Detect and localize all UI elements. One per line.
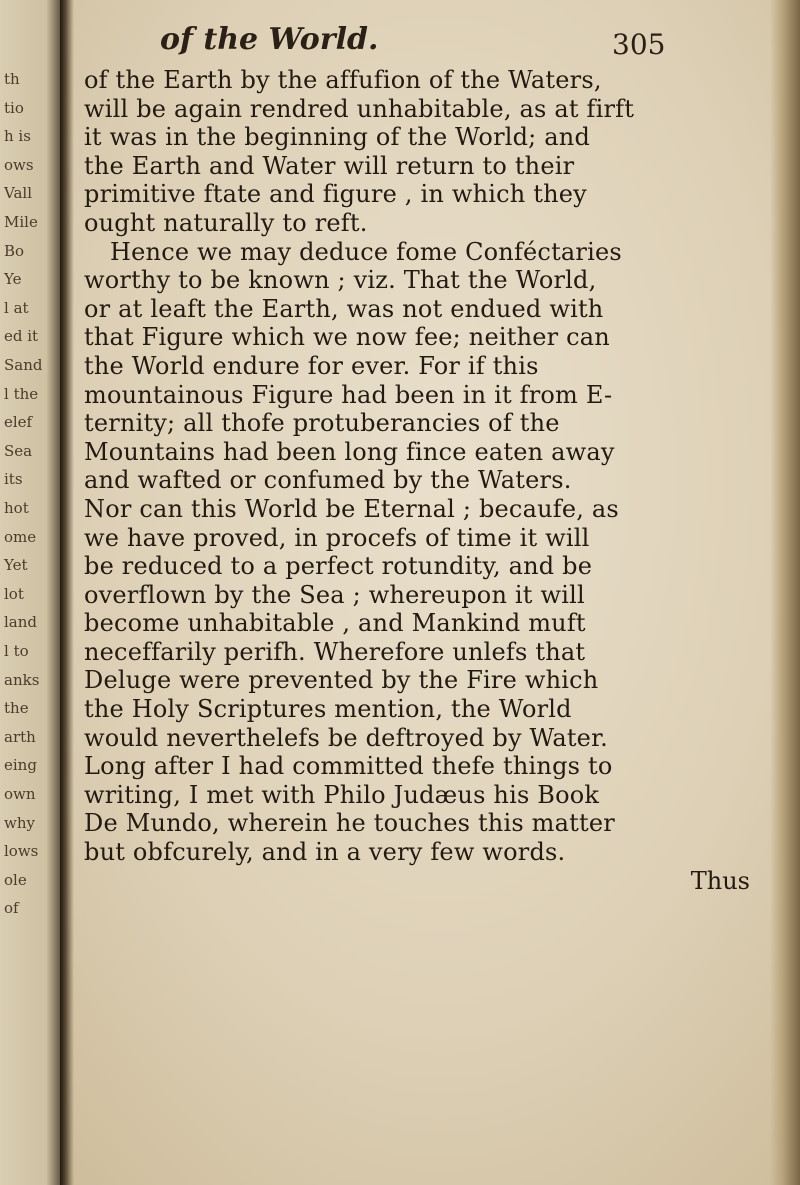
previous-page-fragment: ed it	[4, 327, 39, 346]
previous-page-fragment: ome	[4, 527, 37, 546]
previous-page-fragment: lows	[4, 842, 39, 861]
text-line: we have proved, in procefs of time it will	[84, 523, 590, 552]
previous-page-fragment: Sand	[4, 356, 43, 374]
previous-page-fragment: the	[4, 699, 29, 718]
previous-page-strip	[0, 0, 66, 1185]
previous-page-fragment: eing	[4, 756, 37, 775]
text-line: of the Earth by the affufion of the Waters,	[84, 66, 602, 94]
text-line: will be again rendred unhabitable, as at firft	[84, 94, 635, 123]
previous-page-fragment: ole	[4, 870, 27, 889]
previous-page-fragment: h is	[4, 127, 31, 146]
previous-page-fragment: Ye	[4, 270, 22, 289]
previous-page-fragment: Yet	[4, 556, 28, 575]
text-line: Hence we may deduce fome Conféctaries	[110, 237, 622, 266]
previous-page-fragment: Vall	[4, 184, 32, 203]
previous-page-fragment: hot	[4, 499, 29, 517]
previous-page-fragment: l at	[4, 298, 29, 317]
text-line: become unhabitable , and Mankind muft	[84, 609, 586, 638]
text-line: or at leaft the Earth, was not endued with	[84, 294, 604, 323]
text-line: but obfcurely, and in a very few words.	[84, 838, 566, 867]
text-line: ought naturally to reft.	[84, 208, 368, 237]
previous-page-fragment: l to	[4, 642, 29, 660]
text-line: would neverthelefs be deftroyed by Water.	[84, 723, 608, 752]
text-line: the Earth and Water will return to their	[84, 151, 575, 180]
previous-page-fragment: l the	[4, 384, 39, 403]
previous-page-fragment: Sea	[4, 441, 33, 460]
previous-page-fragment: anks	[4, 670, 40, 689]
text-line: De Mundo, wherein he touches this matter	[84, 809, 615, 838]
previous-page-fragment: ows	[4, 155, 34, 174]
text-line: Long after I had committed thefe things to	[84, 752, 613, 781]
catchword: Thus	[690, 866, 750, 895]
text-line: it was in the beginning of the World; and	[84, 123, 591, 152]
previous-page-fragment: arth	[4, 727, 36, 746]
previous-page-fragment: land	[4, 613, 38, 632]
text-line: the Holy Scriptures mention, the World	[84, 695, 572, 724]
catchword-line	[84, 867, 774, 896]
previous-page-fragment: own	[4, 785, 36, 803]
text-line: worthy to be known ; viz. That the World,	[84, 266, 597, 295]
previous-page-fragment: elef	[4, 413, 33, 432]
text-line: that Figure which we now fee; neither can	[84, 323, 610, 352]
text-line: ternity; all thofe protuberancies of the	[84, 409, 560, 438]
previous-page-fragment: why	[4, 813, 35, 832]
page-header	[0, 18, 800, 68]
text-line: overflown by the Sea ; whereupon it will	[84, 580, 585, 609]
body-text	[84, 66, 774, 895]
text-line: and wafted or confumed by the Waters.	[84, 466, 572, 495]
page-number: 305	[612, 28, 666, 61]
previous-page-fragment: lot	[4, 584, 24, 603]
text-line: be reduced to a perfect rotundity, and be	[84, 552, 593, 581]
running-title: of the World.	[160, 22, 379, 57]
previous-page-fragment: Mile	[4, 213, 38, 231]
text-line: the World endure for ever. For if this	[84, 351, 539, 380]
text-line: Mountains had been long fince eaten away	[84, 437, 615, 466]
previous-page-fragment: tio	[4, 98, 24, 117]
text-line: primitive ftate and figure , in which they	[84, 180, 587, 209]
gutter-shadow	[60, 0, 74, 1185]
previous-page-fragment: its	[4, 470, 23, 489]
text-line: Nor can this World be Eternal ; becaufe, as	[84, 494, 619, 523]
previous-page-fragment: th	[4, 70, 20, 88]
text-line: neceffarily perifh. Wherefore unlefs that	[84, 637, 586, 666]
text-line: writing, I met with Philo Judæus his Book	[84, 780, 600, 809]
previous-page-fragment: of	[4, 899, 19, 918]
page-edge	[770, 0, 800, 1185]
text-line: mountainous Figure had been in it from E-	[84, 380, 613, 409]
text-line: Deluge were prevented by the Fire which	[84, 666, 599, 695]
previous-page-fragment: Bo	[4, 241, 25, 260]
